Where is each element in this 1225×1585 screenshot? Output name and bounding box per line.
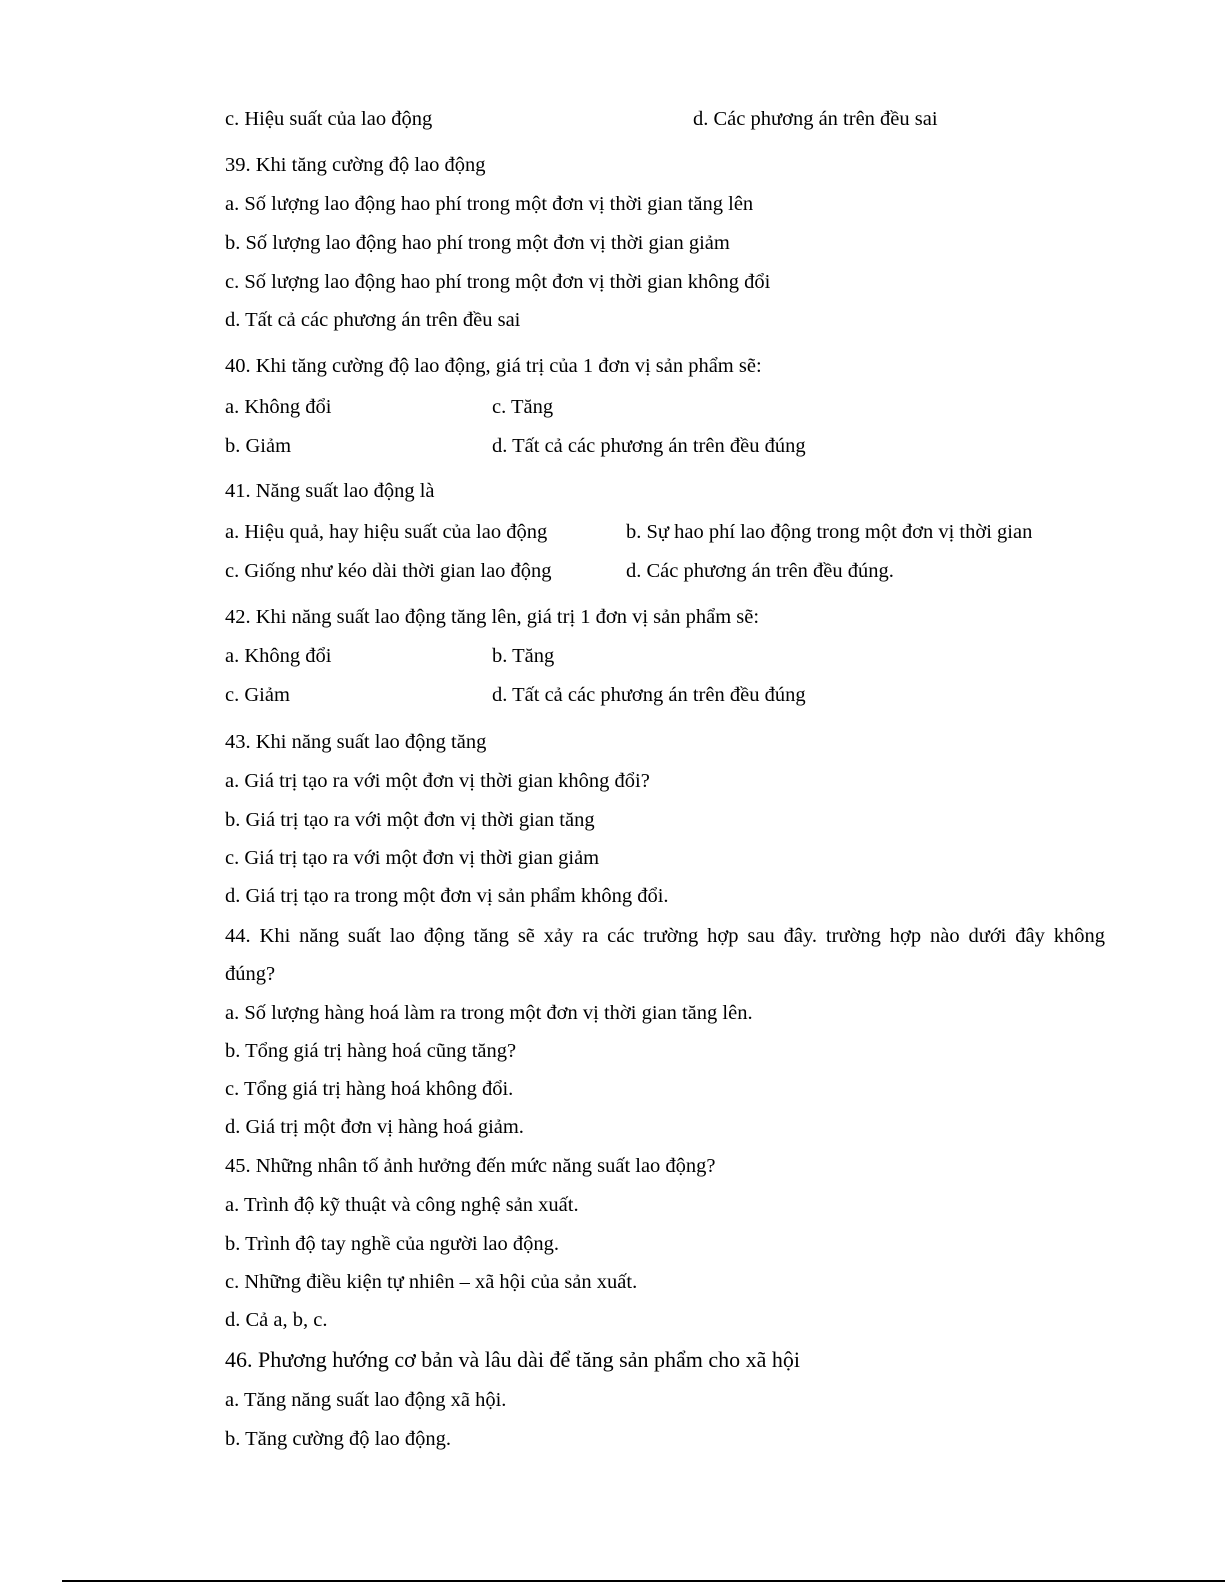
- option-44d: d. Giá trị một đơn vị hàng hoá giảm.: [225, 1116, 524, 1138]
- question-39: 39. Khi tăng cường độ lao động: [225, 154, 486, 176]
- option-44a: a. Số lượng hàng hoá làm ra trong một đơn vị thời gian tăng lên.: [225, 1002, 753, 1024]
- option-40c: c. Tăng: [492, 396, 554, 418]
- option-39d: d. Tất cả các phương án trên đều sai: [225, 309, 521, 331]
- option-41a: a. Hiệu quả, hay hiệu suất của lao động: [225, 521, 548, 543]
- option-44b: b. Tổng giá trị hàng hoá cũng tăng?: [225, 1040, 517, 1062]
- option-42a: a. Không đổi: [225, 645, 332, 667]
- question-41: 41. Năng suất lao động là: [225, 480, 435, 502]
- option-46b: b. Tăng cường độ lao động.: [225, 1428, 451, 1450]
- page-bottom-rule: [62, 1580, 1225, 1582]
- option-46a: a. Tăng năng suất lao động xã hội.: [225, 1389, 507, 1411]
- option-39a: a. Số lượng lao động hao phí trong một đơn vị thời gian tăng lên: [225, 193, 754, 215]
- question-42: 42. Khi năng suất lao động tăng lên, giá trị 1 đơn vị sản phẩm sẽ:: [225, 606, 760, 628]
- question-44-line-2: đúng?: [225, 963, 276, 985]
- option-40a: a. Không đổi: [225, 396, 332, 418]
- option-38c: c. Hiệu suất của lao động: [225, 108, 433, 130]
- option-42c: c. Giảm: [225, 684, 290, 706]
- question-40: 40. Khi tăng cường độ lao động, giá trị của 1 đơn vị sản phẩm sẽ:: [225, 355, 762, 377]
- option-41b: b. Sự hao phí lao động trong một đơn vị thời gian: [626, 521, 1033, 543]
- option-45d: d. Cả a, b, c.: [225, 1309, 328, 1331]
- option-45a: a. Trình độ kỹ thuật và công nghệ sản xuất.: [225, 1194, 579, 1216]
- option-40d: d. Tất cả các phương án trên đều đúng: [492, 435, 806, 457]
- option-44c: c. Tổng giá trị hàng hoá không đổi.: [225, 1078, 514, 1100]
- question-43: 43. Khi năng suất lao động tăng: [225, 731, 487, 753]
- question-44-line-1: 44. Khi năng suất lao động tăng sẽ xảy ra các trường hợp sau đây. trường hợp nào dưới đây không: [225, 925, 1105, 947]
- option-41c: c. Giống như kéo dài thời gian lao động: [225, 560, 552, 582]
- question-46: 46. Phương hướng cơ bản và lâu dài để tăng sản phẩm cho xã hội: [225, 1347, 801, 1372]
- option-39c: c. Số lượng lao động hao phí trong một đơn vị thời gian không đổi: [225, 271, 771, 293]
- option-41d: d. Các phương án trên đều đúng.: [626, 560, 894, 582]
- option-43b: b. Giá trị tạo ra với một đơn vị thời gian tăng: [225, 809, 595, 831]
- option-40b: b. Giảm: [225, 435, 292, 457]
- option-39b: b. Số lượng lao động hao phí trong một đơn vị thời gian giảm: [225, 232, 730, 254]
- option-43d: d. Giá trị tạo ra trong một đơn vị sản phẩm không đổi.: [225, 885, 669, 907]
- option-43a: a. Giá trị tạo ra với một đơn vị thời gian không đổi?: [225, 770, 650, 792]
- option-38d: d. Các phương án trên đều sai: [693, 108, 938, 130]
- option-45c: c. Những điều kiện tự nhiên – xã hội của sản xuất.: [225, 1271, 638, 1293]
- option-42d: d. Tất cả các phương án trên đều đúng: [492, 684, 806, 706]
- option-42b: b. Tăng: [492, 645, 555, 667]
- option-43c: c. Giá trị tạo ra với một đơn vị thời gian giảm: [225, 847, 600, 869]
- option-45b: b. Trình độ tay nghề của người lao động.: [225, 1233, 559, 1255]
- question-45: 45. Những nhân tố ảnh hưởng đến mức năng suất lao động?: [225, 1155, 716, 1177]
